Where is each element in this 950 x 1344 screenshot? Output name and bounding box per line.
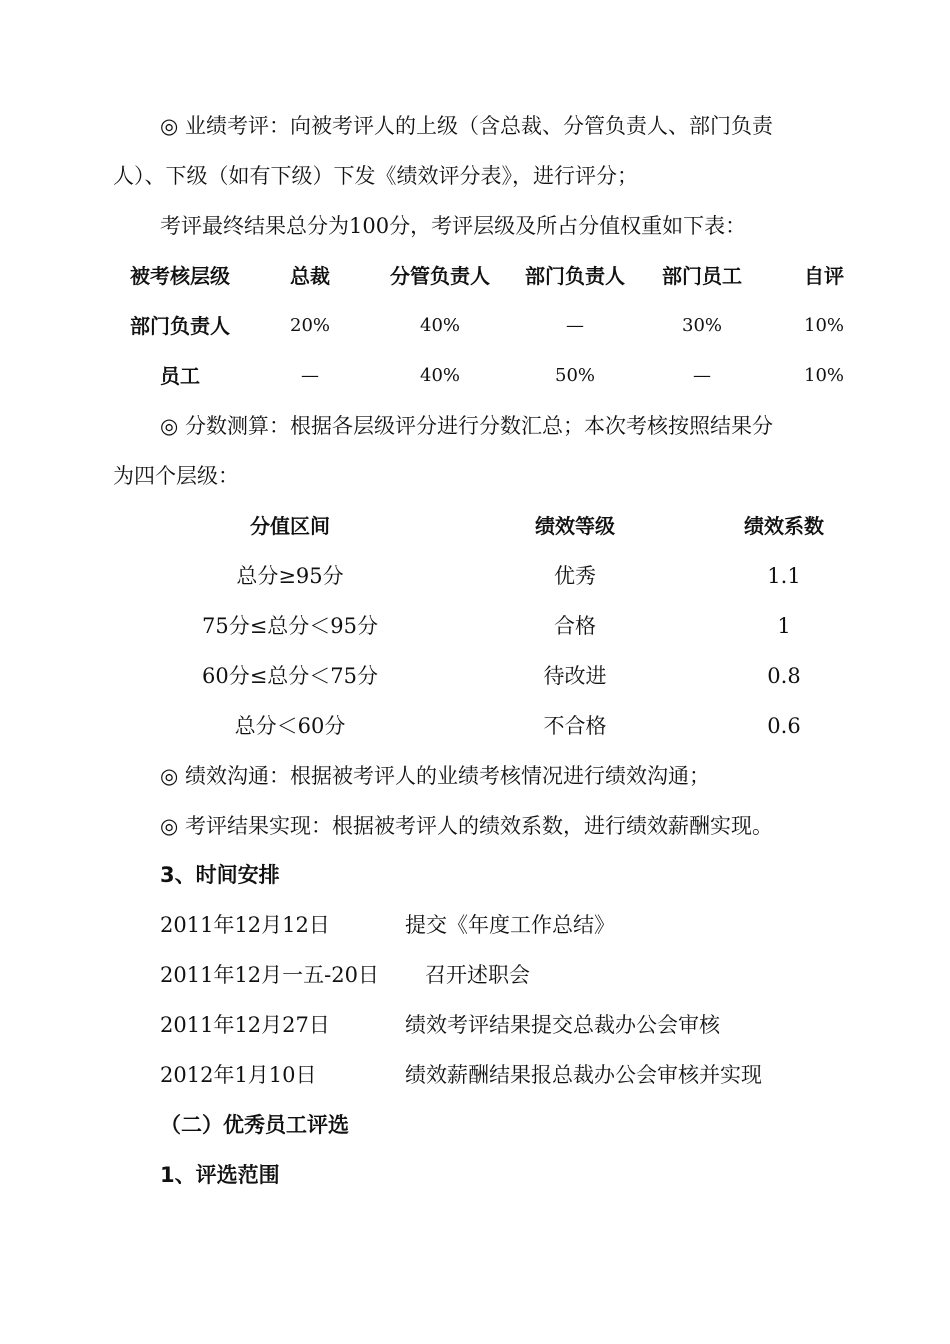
schedule-task: 绩效薪酬结果报总裁办公会审核并实现 <box>405 1063 762 1087</box>
weight-cell: — <box>301 365 319 386</box>
weight-cell: 10% <box>803 365 845 386</box>
schedule-date: 2011年12月一五-20日 <box>160 963 379 987</box>
grade-range-cell: 75分≤总分＜95分 <box>201 614 379 638</box>
weight-header-dept-staff: 部门员工 <box>662 264 742 288</box>
schedule-date: 2011年12月27日 <box>160 1013 330 1037</box>
grade-level-cell: 不合格 <box>543 714 607 738</box>
para-score-line2: 为四个层级： <box>113 464 239 488</box>
weight-header-president: 总裁 <box>290 264 330 288</box>
grade-header-range: 分值区间 <box>250 514 330 538</box>
grade-header-coefficient: 绩效系数 <box>744 514 824 538</box>
weight-header-level: 被考核层级 <box>130 264 230 288</box>
grade-range-cell: 总分＜60分 <box>234 714 346 738</box>
heading-schedule: 3、时间安排 <box>160 863 280 887</box>
heading-scope: 1、评选范围 <box>160 1163 280 1187</box>
schedule-task: 提交《年度工作总结》 <box>405 913 615 937</box>
schedule-task: 绩效考评结果提交总裁办公会审核 <box>405 1013 720 1037</box>
para-weight-intro: 考评最终结果总分为100分，考评层级及所占分值权重如下表： <box>160 214 747 238</box>
grade-coefficient-cell: 1 <box>777 614 791 638</box>
grade-coefficient-cell: 0.6 <box>767 714 801 738</box>
schedule-date: 2012年1月10日 <box>160 1063 317 1087</box>
para-communication: ◎ 绩效沟通：根据被考评人的业绩考核情况进行绩效沟通； <box>160 764 710 788</box>
weight-header-self: 自评 <box>804 264 844 288</box>
para-result: ◎ 考评结果实现：根据被考评人的绩效系数，进行绩效薪酬实现。 <box>160 814 773 838</box>
para-eval-line1: ◎ 业绩考评：向被考评人的上级（含总裁、分管负责人、部门负责 <box>160 114 773 138</box>
weight-cell: 10% <box>803 315 845 336</box>
schedule-task: 召开述职会 <box>425 963 530 987</box>
para-eval-line2: 人）、下级（如有下级）下发《绩效评分表》，进行评分； <box>113 164 638 188</box>
weight-row-label: 员工 <box>160 364 200 388</box>
grade-level-cell: 合格 <box>554 614 596 638</box>
grade-level-cell: 待改进 <box>543 664 607 688</box>
weight-cell: — <box>566 315 584 336</box>
para-score-line1: ◎ 分数测算：根据各层级评分进行分数汇总；本次考核按照结果分 <box>160 414 773 438</box>
weight-cell: 40% <box>419 315 461 336</box>
grade-header-level: 绩效等级 <box>535 514 615 538</box>
weight-row-label: 部门负责人 <box>130 314 230 338</box>
weight-cell: 30% <box>681 315 723 336</box>
grade-level-cell: 优秀 <box>554 564 596 588</box>
weight-header-dept-head: 部门负责人 <box>525 264 625 288</box>
schedule-date: 2011年12月12日 <box>160 913 330 937</box>
weight-cell: 40% <box>419 365 461 386</box>
weight-cell: — <box>693 365 711 386</box>
weight-header-division-head: 分管负责人 <box>390 264 490 288</box>
grade-range-cell: 总分≥95分 <box>236 564 344 588</box>
grade-coefficient-cell: 1.1 <box>767 564 801 588</box>
weight-cell: 50% <box>554 365 596 386</box>
grade-coefficient-cell: 0.8 <box>767 664 801 688</box>
grade-range-cell: 60分≤总分＜75分 <box>201 664 379 688</box>
weight-cell: 20% <box>289 315 331 336</box>
heading-excellent-employee: （二）优秀员工评选 <box>160 1113 349 1137</box>
